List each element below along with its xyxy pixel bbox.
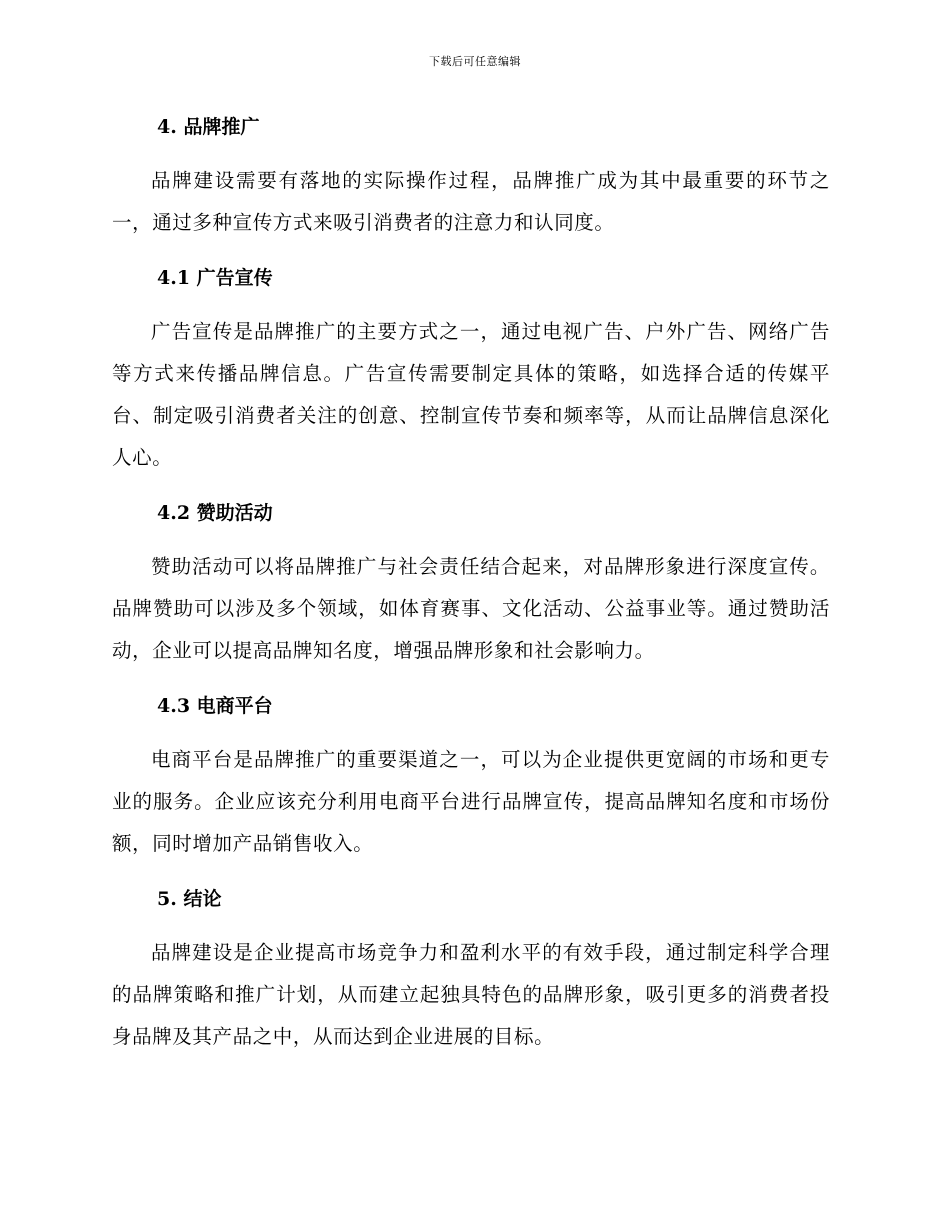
section-heading-conclusion: 5. 结论 [157, 888, 222, 910]
section-heading-ecommerce: 4.3 电商平台 [157, 695, 273, 717]
section-heading-brand-promotion: 4. 品牌推广 [157, 116, 260, 138]
section-paragraph-sponsorship: 赞助活动可以将品牌推广与社会责任结合起来，对品牌形象进行深度宣传。品牌赞助可以涉及多个领域，如体育赛事、文化活动、公益事业等。通过赞助活动，企业可以提高品牌知名度，增强品牌形象和社会影响力。 [112, 555, 830, 662]
section-heading-advertising: 4.1 广告宣传 [157, 267, 273, 289]
section-paragraph-advertising: 广告宣传是品牌推广的主要方式之一，通过电视广告、户外广告、网络广告等方式来传播品牌信息。广告宣传需要制定具体的策略，如选择合适的传媒平台、制定吸引消费者关注的创意、控制宣传节奏和频率等，从而让品牌信息深化人心。 [112, 320, 830, 469]
section-paragraph-ecommerce: 电商平台是品牌推广的重要渠道之一，可以为企业提供更宽阔的市场和更专业的服务。企业应该充分利用电商平台进行品牌宣传，提高品牌知名度和市场份额，同时增加产品销售收入。 [112, 748, 830, 855]
document-body [112, 106, 830, 1058]
section-paragraph-brand-promotion: 品牌建设需要有落地的实际操作过程，品牌推广成为其中最重要的环节之一，通过多种宣传方式来吸引消费者的注意力和认同度。 [112, 169, 830, 234]
page-header-note: 下载后可任意编辑 [429, 55, 521, 68]
section-paragraph-conclusion: 品牌建设是企业提高市场竞争力和盈利水平的有效手段，通过制定科学合理的品牌策略和推广计划，从而建立起独具特色的品牌形象，吸引更多的消费者投身品牌及其产品之中，从而达到企业进展的目标。 [112, 941, 830, 1048]
section-heading-sponsorship: 4.2 赞助活动 [157, 502, 273, 524]
